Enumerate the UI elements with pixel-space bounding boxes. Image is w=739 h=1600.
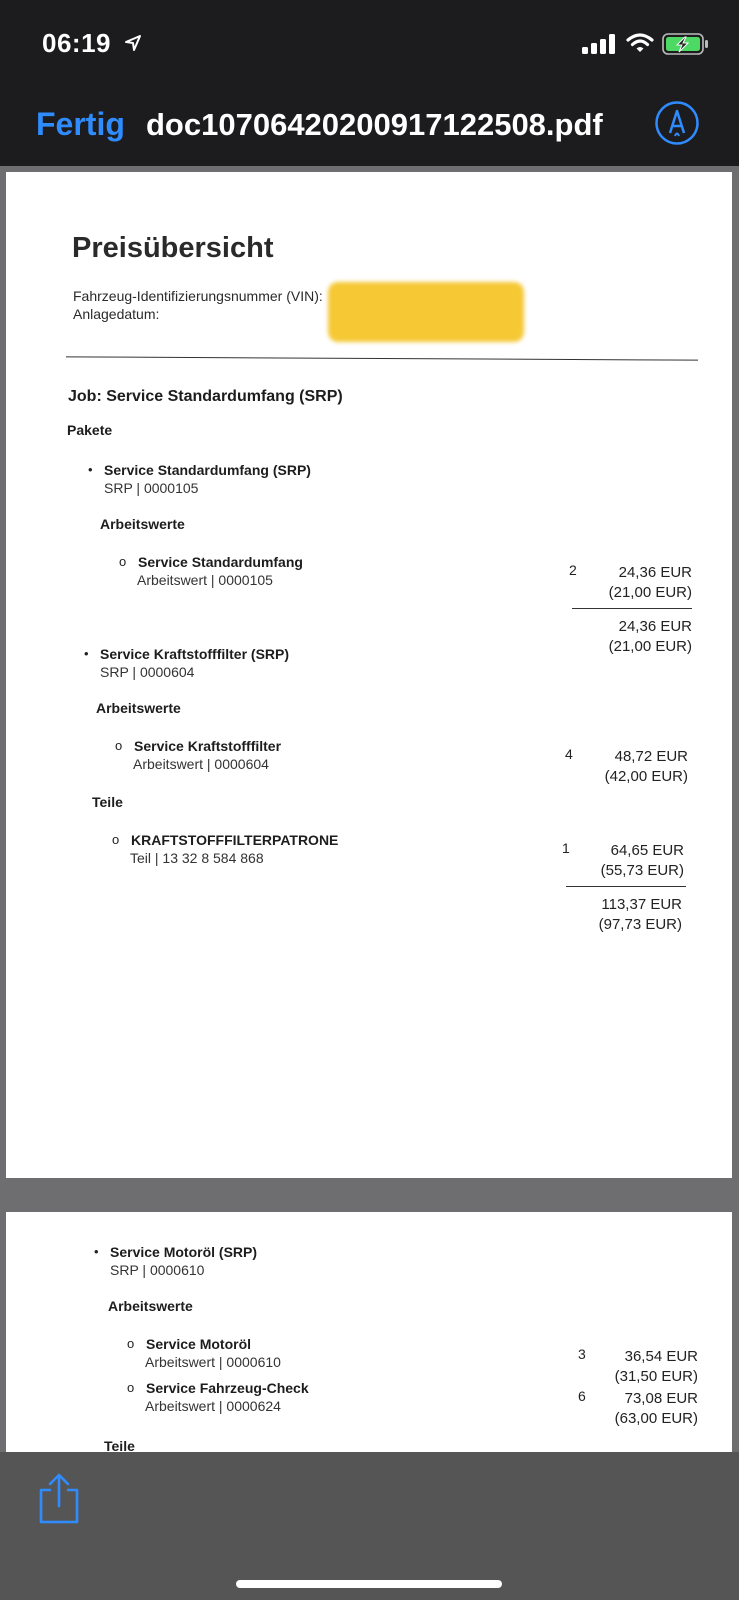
wifi-icon (626, 32, 654, 59)
package-total-net: (21,00 EUR) (608, 638, 692, 655)
labor-item-name: Service Fahrzeug-Check (146, 1380, 309, 1396)
package-code: SRP | 0000105 (104, 480, 199, 496)
circle-bullet: o (112, 832, 120, 847)
gross-amount: 36,54 EUR (624, 1348, 698, 1365)
page-title: Preisübersicht (72, 232, 274, 264)
status-time: 06:19 (42, 28, 111, 58)
quantity: 6 (578, 1388, 586, 1404)
quantity: 3 (578, 1346, 586, 1362)
package-name: Service Motoröl (SRP) (110, 1244, 258, 1260)
labor-item-name: Service Motoröl (146, 1336, 252, 1352)
subtotal-divider (572, 608, 692, 609)
net-amount: (42,00 EUR) (604, 768, 688, 785)
labor-item-code: Arbeitswert | 0000604 (133, 756, 269, 772)
package-code: SRP | 0000610 (110, 1262, 205, 1278)
markup-pen-icon[interactable] (654, 100, 700, 146)
bullet: • (88, 462, 93, 477)
labor-item-code: Arbeitswert | 0000105 (137, 572, 273, 588)
labor-item-code: Arbeitswert | 0000624 (145, 1398, 281, 1414)
bullet: • (94, 1244, 99, 1259)
home-indicator[interactable] (236, 1580, 502, 1588)
gross-amount: 64,65 EUR (610, 842, 684, 859)
labor-item-name: Service Standardumfang (138, 554, 303, 570)
status-bar (0, 0, 739, 88)
circle-bullet: o (115, 738, 123, 753)
package-total-gross: 113,37 EUR (601, 896, 682, 913)
part-code: Teil | 13 32 8 584 868 (130, 850, 264, 866)
part-name: KRAFTSTOFFFILTERPATRONE (131, 832, 339, 848)
document-title: doc10706420200917122508.pdf (146, 107, 603, 142)
bullet: • (84, 646, 89, 661)
parts-label: Teile (92, 794, 123, 810)
battery-charging-icon (662, 32, 710, 61)
circle-bullet: o (127, 1336, 135, 1351)
labor-label: Arbeitswerte (96, 700, 181, 716)
parts-label: Teile (104, 1438, 135, 1452)
net-amount: (31,50 EUR) (614, 1368, 698, 1385)
quantity: 4 (565, 746, 573, 762)
labor-item-name: Service Kraftstofffilter (134, 738, 282, 754)
share-icon[interactable] (36, 1472, 82, 1526)
net-amount: (21,00 EUR) (608, 584, 692, 601)
gross-amount: 48,72 EUR (614, 748, 688, 765)
labor-item-code: Arbeitswert | 0000610 (145, 1354, 281, 1370)
vin-label: Fahrzeug-Identifizierungsnummer (VIN): (73, 288, 323, 304)
cellular-signal-icon (582, 34, 616, 59)
net-amount: (55,73 EUR) (600, 862, 684, 879)
gross-amount: 73,08 EUR (624, 1390, 698, 1407)
header-divider (66, 356, 698, 360)
gross-amount: 24,36 EUR (618, 564, 692, 581)
labor-label: Arbeitswerte (108, 1298, 193, 1314)
document-viewer[interactable] (0, 166, 739, 1452)
package-name: Service Standardumfang (SRP) (104, 462, 311, 478)
quantity: 1 (562, 840, 570, 856)
package-total-gross: 24,36 EUR (618, 618, 692, 635)
navigation-bar (0, 88, 739, 166)
quantity: 2 (569, 562, 577, 578)
pdf-page-2 (6, 1212, 732, 1452)
bottom-toolbar (0, 1452, 739, 1600)
pdf-page-1 (6, 172, 732, 1178)
labor-label: Arbeitswerte (100, 516, 185, 532)
subtotal-divider (566, 886, 686, 887)
circle-bullet: o (119, 554, 127, 569)
circle-bullet: o (127, 1380, 135, 1395)
redaction-mark (328, 282, 524, 342)
packages-label: Pakete (67, 422, 113, 438)
package-code: SRP | 0000604 (100, 664, 195, 680)
net-amount: (63,00 EUR) (614, 1410, 698, 1427)
package-name: Service Kraftstofffilter (SRP) (100, 646, 290, 662)
location-arrow-icon (124, 34, 142, 57)
date-label: Anlagedatum: (73, 306, 160, 322)
done-button[interactable]: Fertig (36, 106, 125, 142)
package-total-net: (97,73 EUR) (598, 916, 682, 933)
job-title: Job: Service Standardumfang (SRP) (68, 388, 343, 405)
